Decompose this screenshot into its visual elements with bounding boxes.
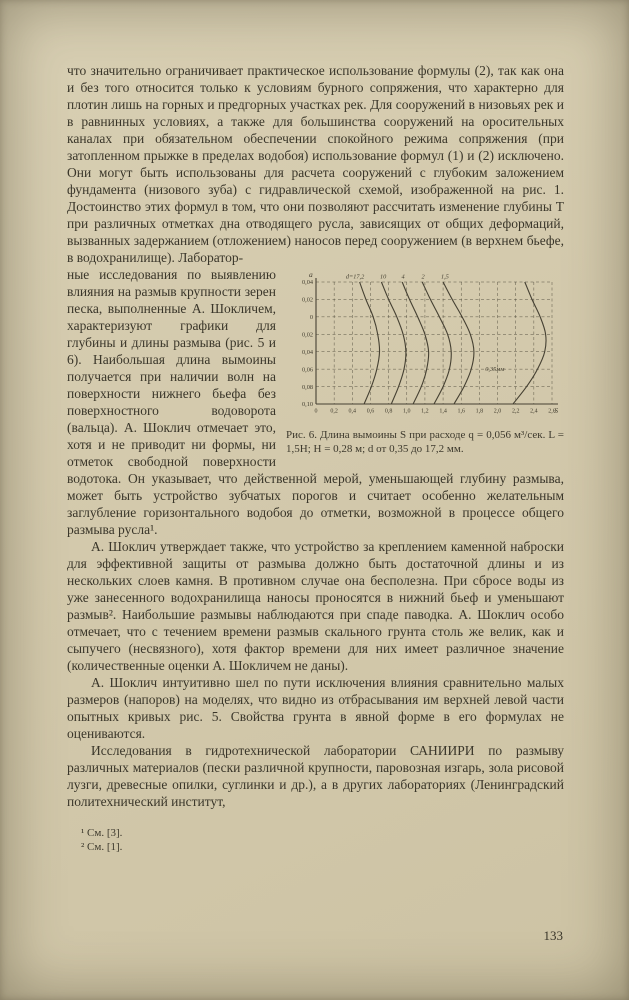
paragraph-continuation: что значительно ограничивает практическое использование формулы (2), так как она и без того относится только к условиям бурного сопряжения, что характерно для плотин лишь на горных и предгорных участках рек. Для сооружений в низовьях рек и в равнинных условиях, а также для большинства сооружений на оросительных каналах при обязательном обеспечении спокойного режима сопряжения (при затопленном прыжке в пределах водобоя) использование формул (1) и (2) исключено. Они могут быть использованы для расчета сооружений с глубоким заложением фундамента (низового зуба) с гидравлической схемой, изображенной на рис. 1. Достоинство этих формул в том, что они позволяют рассчитать изменение глубины T при различных отметках дна отводящего русла, зависящих от общих деформаций, вызванных задержанием (отложением) наносов перед сооружением (в верхнем бьефе, в водохранилище). Лаборатор-: [67, 63, 564, 265]
paragraph-2: А. Шоклич утверждает также, что устройство за креплением каменной наброски для эффективной защиты от размыва должно быть достаточной длины и из нескольких слоев камня. В противном случае она бесполезна. При сбросе воды из уже занесенного водохранилища наносы проносятся в нижний бьеф и уменьшают размыв². Наибольшие размывы наблюдаются при спаде паводка. А. Шоклич особо отмечает, что с течением времени размыв скального грунта столь же велик, как и сыпучего (несвязного), хотя фактор времени для них имеет различное значение (количественные оценки А. Шокличем не даны).: [67, 539, 564, 673]
svg-text:2,2: 2,2: [511, 408, 520, 415]
svg-text:2,4: 2,4: [530, 408, 538, 415]
svg-text:0,02: 0,02: [301, 296, 313, 304]
page-number: 133: [543, 928, 563, 943]
svg-text:10: 10: [380, 273, 387, 281]
figure-text-wrap: [67, 266, 564, 538]
footnote-1: ¹ См. [3].: [81, 827, 123, 839]
svg-text:d=17,2: d=17,2: [345, 273, 365, 281]
paragraph-3: А. Шоклич интуитивно шел по пути исключения влияния сравнительно малых размеров (напоров) на моделях, что видно из отбрасывания им верхней левой части опытных кривых рис. 5. Свойства грунта в явной форме в его формулах не оцениваются.: [67, 675, 564, 741]
svg-text:0,06: 0,06: [301, 366, 313, 374]
svg-text:0,2: 0,2: [330, 408, 338, 415]
scour-length-chart: [286, 268, 564, 420]
paragraph-4: Исследования в гидротехнической лаборатории САНИИРИ по размыву различных материалов (пески различной крупности, паровозная изгарь, зола рисовой лузги, древесные опилки, суглинки и др.), а в других лабораториях (Ленинградский политехнический институт,: [67, 743, 564, 809]
svg-text:0,04: 0,04: [301, 348, 313, 356]
footnotes: [67, 826, 564, 854]
paragraph-wrapped: ные исследования по выявлению влияния на размыв крупности зерен песка, выполненные А. Шокличем, характеризуют графики для глубины и длины размыва (рис. 5 и 6). Наибольшая длина вымоины получается при наличии волн на поверхности нижнего бьефа без поверхностного водоворота (вальца). А. Шоклич отмечает это, хотя и не приводит ни формы, ни отметок свободной поверхности водотока. Он указывает, что действенной мерой, уменьшающей глубину размыва, может быть устройство зубчатых порогов и считает особенно желательным заглубление горизонтального водобоя до отметки, возможной в процессе общего размыва русла¹.: [67, 267, 564, 537]
svg-text:0,35мм: 0,35мм: [485, 365, 505, 373]
svg-text:1,8: 1,8: [475, 408, 484, 415]
figure-6: [286, 268, 564, 456]
figure-caption: Рис. 6. Длина вымоины S при расходе q = 0,056 м³/сек. L = 1,5H; H = 0,28 м; d от 0,35 до 17,2 мм.: [286, 429, 564, 455]
svg-text:1,0: 1,0: [403, 408, 411, 415]
svg-text:0,8: 0,8: [384, 408, 393, 415]
svg-text:4: 4: [401, 273, 405, 281]
svg-text:2,6: 2,6: [548, 408, 556, 415]
svg-text:2,0: 2,0: [493, 408, 502, 415]
svg-text:0,6: 0,6: [366, 408, 375, 415]
text-block: [67, 62, 564, 854]
svg-text:0,04: 0,04: [301, 279, 313, 287]
svg-text:1,2: 1,2: [421, 408, 429, 415]
svg-text:0,4: 0,4: [348, 408, 357, 415]
svg-text:a: a: [309, 270, 313, 279]
footnote-2: ² См. [1].: [81, 841, 123, 853]
svg-text:S: S: [554, 406, 558, 415]
svg-text:0,10: 0,10: [301, 401, 313, 409]
svg-text:1,6: 1,6: [457, 408, 465, 415]
svg-text:1,4: 1,4: [439, 408, 447, 415]
svg-text:0,08: 0,08: [301, 383, 313, 391]
svg-text:2: 2: [421, 273, 425, 281]
svg-text:1,5: 1,5: [440, 273, 449, 281]
svg-text:0: 0: [314, 408, 318, 415]
svg-text:0,02: 0,02: [301, 331, 313, 339]
svg-text:0: 0: [309, 314, 313, 322]
